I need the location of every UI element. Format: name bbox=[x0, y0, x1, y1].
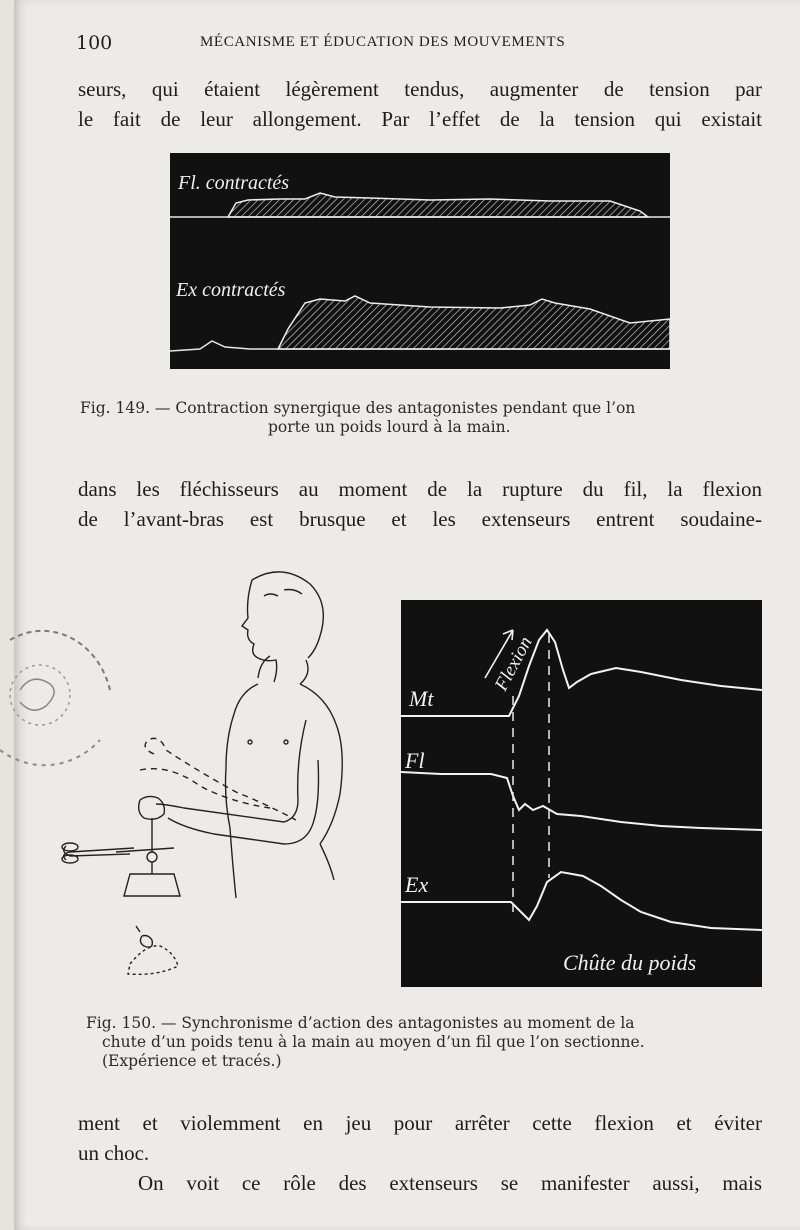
text-line: ment et violemment en jeu pour arrêter cette flexion et éviter bbox=[78, 1111, 762, 1135]
running-title: MÉCANISME ET ÉDUCATION DES MOUVEMENTS bbox=[200, 34, 566, 50]
man-holding-weight-illustration bbox=[56, 560, 376, 1004]
text-line: seurs, qui étaient légèrement tendus, augmenter de tension par bbox=[78, 77, 762, 101]
ex-contraction-trace bbox=[278, 296, 670, 349]
figure-150-caption bbox=[86, 1014, 768, 1071]
paragraph-2 bbox=[78, 474, 762, 534]
page-number: 100 bbox=[76, 32, 113, 54]
mt-trace bbox=[401, 630, 762, 716]
fl-contractes-label: Fl. contractés bbox=[178, 172, 290, 194]
fl-trace bbox=[401, 772, 762, 830]
caption-line: chute d’un poids tenu à la main au moyen d’un fil que l’on sectionne. bbox=[102, 1033, 645, 1051]
ex-trace bbox=[401, 872, 762, 930]
fl-label: Fl bbox=[405, 748, 425, 773]
text-line: un choc. bbox=[78, 1141, 150, 1165]
paragraph-1 bbox=[78, 74, 762, 134]
figure-149-tracing bbox=[170, 153, 670, 369]
caption-line: Fig. 150. — Synchronisme d’action des antagonistes au moment de la bbox=[86, 1014, 635, 1032]
figure-150-tracing bbox=[401, 600, 762, 987]
caption-line: porte un poids lourd à la main. bbox=[268, 418, 511, 436]
figure-149-caption bbox=[80, 399, 770, 437]
fl-contraction-trace bbox=[228, 193, 648, 217]
ex-label: Ex bbox=[405, 872, 429, 897]
text-line: de l’avant-bras est brusque et les extenseurs entrent soudaine- bbox=[78, 507, 762, 531]
mt-label: Mt bbox=[409, 686, 434, 711]
flexion-label: Flexion bbox=[490, 633, 537, 695]
page-header bbox=[76, 30, 756, 56]
ex-baseline bbox=[170, 341, 278, 351]
text-line: On voit ce rôle des extenseurs se manifester aussi, mais bbox=[138, 1171, 762, 1195]
ex-contractes-label: Ex contractés bbox=[176, 279, 286, 301]
paragraph-3 bbox=[78, 1108, 762, 1198]
caption-line: (Expérience et tracés.) bbox=[102, 1052, 282, 1070]
caption-line: Fig. 149. — Contraction synergique des antagonistes pendant que l’on bbox=[80, 399, 636, 417]
chute-du-poids-label: Chûte du poids bbox=[563, 950, 697, 975]
text-line: dans les fléchisseurs au moment de la rupture du fil, la flexion bbox=[78, 477, 762, 501]
text-line: le fait de leur allongement. Par l’effet de la tension qui existait bbox=[78, 107, 762, 131]
